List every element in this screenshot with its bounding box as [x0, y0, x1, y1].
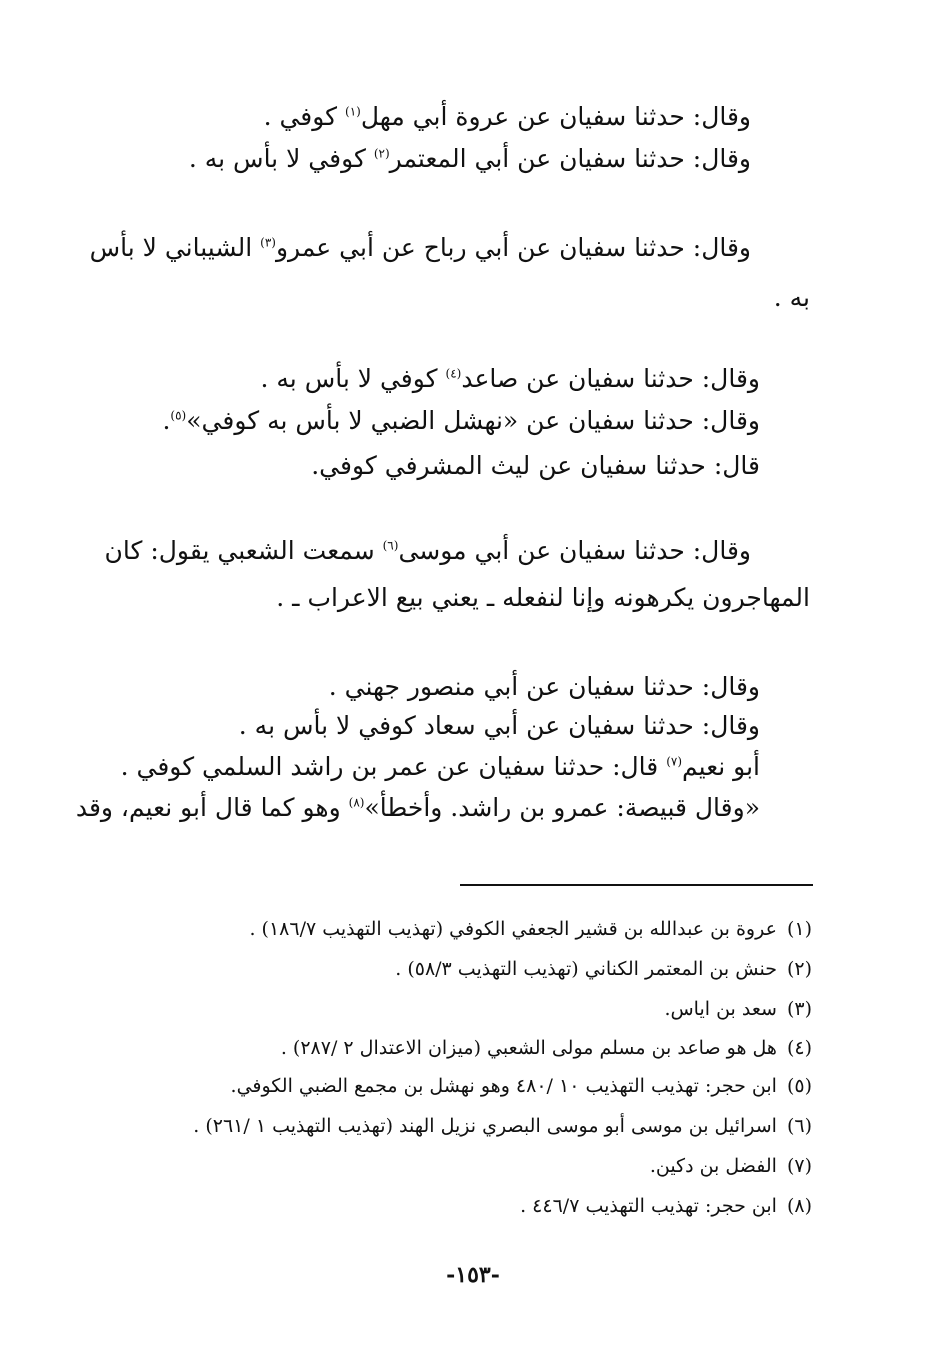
line-text: وقال: حدثنا سفيان عن أبي سعاد كوفي لا بأس به . — [238, 711, 760, 740]
footnote-number: (١) — [786, 918, 812, 940]
text-line-2 — [189, 143, 751, 175]
footnote-marker-5: (٥) — [170, 408, 187, 423]
line-text: كوفي . — [263, 102, 346, 131]
footnote-text: عروة بن عبدالله بن قشير الجعفي الكوفي (تهذيب التهذيب ١٨٦/٧) . — [249, 918, 777, 940]
footnote-text: الفضل بن دكين. — [649, 1155, 777, 1177]
line-text: «وقال قبيصة: عمرو بن راشد. وأخطأ» — [364, 793, 760, 822]
line-text: وقال: حدثنا سفيان عن أبي موسى — [398, 536, 751, 565]
line-text: قال: حدثنا سفيان عن عمر بن راشد السلمي كوفي . — [120, 752, 667, 781]
line-text: وقال: حدثنا سفيان عن أبي رباح عن أبي عمرو — [275, 233, 751, 262]
footnote-marker-4: (٤) — [445, 366, 462, 381]
footnote-marker-7: (٧) — [666, 754, 683, 769]
text-line-3-continued — [774, 282, 810, 314]
footnote-number: (٣) — [786, 998, 812, 1020]
line-text: كوفي لا بأس به . — [188, 144, 374, 173]
line-text: به . — [773, 283, 810, 312]
text-line-4 — [261, 363, 761, 395]
footnote-text: اسرائيل بن موسى أبو موسى البصري نزيل الهند (تهذيب التهذيب ١ /٢٦١) . — [193, 1115, 777, 1137]
footnote-4 — [281, 1035, 812, 1061]
line-text: أبو نعيم — [682, 752, 760, 781]
footnote-marker-1: (١) — [345, 104, 361, 119]
footnote-number: (٤) — [786, 1037, 812, 1059]
footnote-text: ابن حجر: تهذيب التهذيب ١٠ /٤٨٠ وهو نهشل بن مجمع الضبي الكوفي. — [230, 1075, 777, 1097]
text-line-9 — [239, 710, 760, 742]
footnote-number: (٨) — [786, 1195, 812, 1217]
footnote-7 — [650, 1153, 812, 1179]
footnote-text: سعد بن اياس. — [664, 998, 777, 1020]
footnote-6 — [193, 1113, 812, 1139]
footnote-8 — [520, 1193, 812, 1219]
text-line-8 — [329, 671, 760, 703]
footnote-3 — [664, 996, 812, 1022]
line-text: المهاجرون يكرهونه وإنا لنفعله ـ يعني بيع الاعراب ـ . — [276, 583, 810, 612]
footnote-text: حنش بن المعتمر الكناني (تهذيب التهذيب ٥٨/٣) . — [395, 958, 777, 980]
footnote-5 — [231, 1073, 812, 1099]
line-text: سمعت الشعبي يقول: كان — [104, 536, 383, 565]
line-text: وهو كما قال أبو نعيم، وقد — [75, 793, 349, 822]
footnote-marker-3: (٣) — [260, 235, 276, 250]
text-line-10 — [121, 751, 760, 783]
footnote-2 — [395, 956, 812, 982]
line-text: وقال: حدثنا سفيان عن «نهشل الضبي لا بأس به كوفي» — [186, 406, 760, 435]
footnote-marker-2: (٢) — [373, 146, 390, 161]
line-text: وقال: حدثنا سفيان عن أبي منصور جهني . — [328, 672, 760, 701]
line-text: الشيباني لا بأس — [89, 233, 261, 262]
footnote-marker-8: (٨) — [348, 795, 365, 810]
text-line-3 — [89, 232, 751, 264]
text-line-1 — [264, 101, 751, 133]
text-line-6 — [311, 450, 760, 482]
text-line-7 — [104, 535, 751, 567]
footnote-separator — [460, 884, 813, 886]
footnote-1 — [249, 916, 812, 942]
text-line-5 — [162, 405, 760, 437]
footnote-number: (٧) — [786, 1155, 812, 1177]
line-text: وقال: حدثنا سفيان عن صاعد — [461, 364, 760, 393]
line-text: قال: حدثنا سفيان عن ليث المشرفي كوفي. — [311, 451, 760, 480]
text-line-7-continued — [276, 582, 810, 614]
page-number: -١٥٣- — [446, 1262, 500, 1288]
footnote-number: (٢) — [786, 958, 812, 980]
line-text: كوفي لا بأس به . — [260, 364, 446, 393]
footnote-marker-6: (٦) — [382, 538, 399, 553]
line-text: وقال: حدثنا سفيان عن أبي المعتمر — [389, 144, 751, 173]
footnote-text: ابن حجر: تهذيب التهذيب ٤٤٦/٧ . — [520, 1195, 777, 1217]
line-text: . — [162, 406, 171, 435]
text-line-11 — [75, 792, 760, 824]
footnote-number: (٦) — [786, 1115, 812, 1137]
line-text: وقال: حدثنا سفيان عن عروة أبي مهل — [360, 102, 751, 131]
footnote-text: هل هو صاعد بن مسلم مولى الشعبي (ميزان الاعتدال ٢ /٢٨٧) . — [280, 1037, 777, 1059]
footnote-number: (٥) — [786, 1075, 812, 1097]
